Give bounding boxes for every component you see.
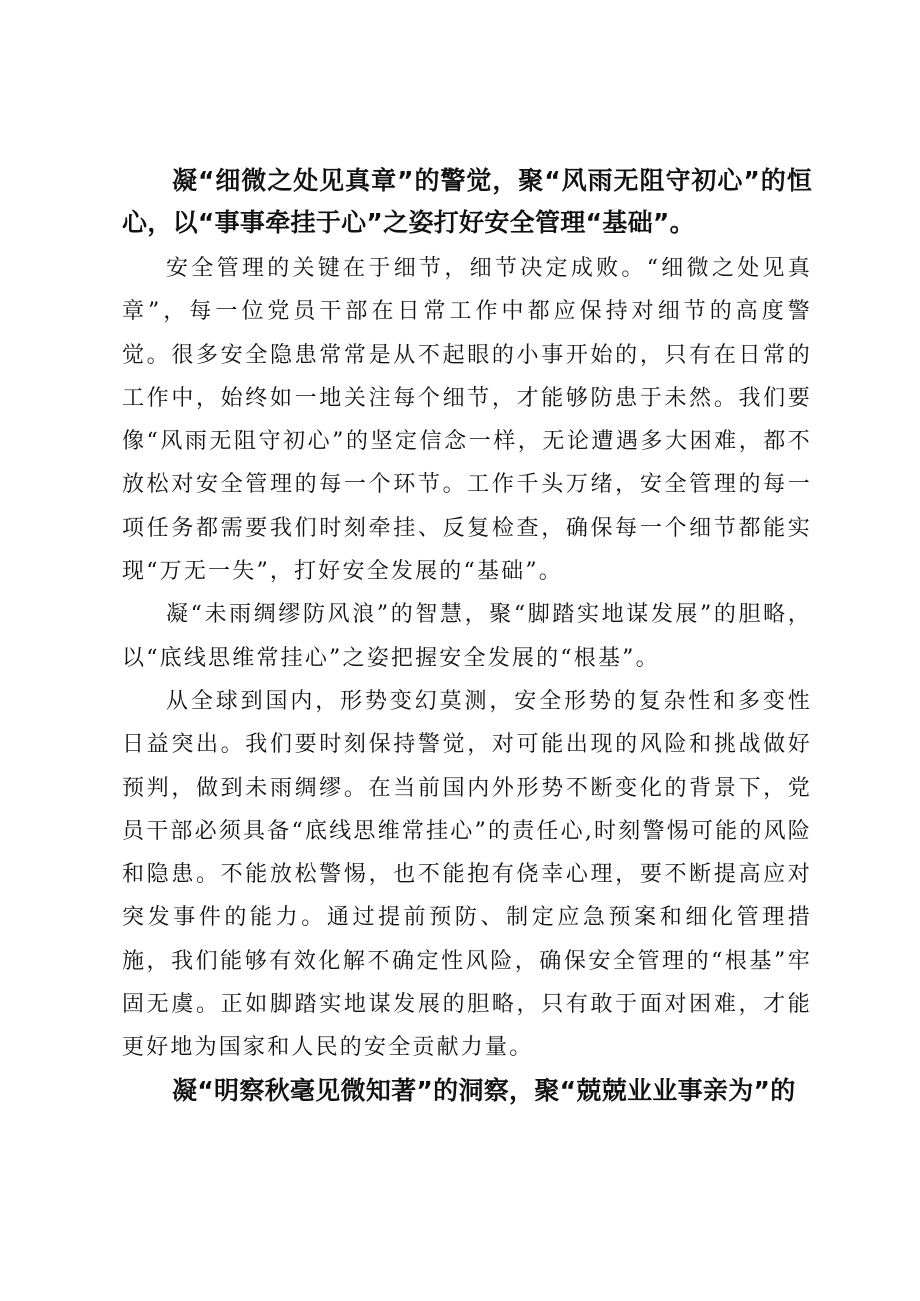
- subheading-paragraph-2: 凝“未雨绸缪防风浪”的智慧，聚“脚踏实地谋发展”的胆略，以“底线思维常挂心”之姿把握安全发展的“根基”。: [122, 602, 812, 671]
- section-heading-1: 凝“细微之处见真章”的警觉，聚“风雨无阻守初心”的恒心，以“事事牵挂于心”之姿打好安全管理“基础”。: [122, 166, 812, 237]
- body-paragraph-1: 安全管理的关键在于细节，细节决定成败。“细微之处见真章”，每一位党员干部在日常工作中都应保持对细节的高度警觉。很多安全隐患常常是从不起眼的小事开始的，只有在日常的工作中，始终如一地关注每个细节，才能够防患于未然。我们要像“风雨无阻守初心”的坚定信念一样，无论遭遇多大困难，都不放松对安全管理的每一个环节。工作千头万绪，安全管理的每一项任务都需要我们时刻牵挂、反复检查，确保每一个细节都能实现“万无一失”，打好安全发展的“基础”。: [122, 256, 812, 585]
- section-heading-3: 凝“明察秋毫见微知著”的洞察，聚“兢兢业业事亲为”的: [172, 1075, 796, 1105]
- document-body: [122, 160, 812, 1115]
- body-paragraph-2: 从全球到国内，形势变幻莫测，安全形势的复杂性和多变性日益突出。我们要时刻保持警觉，对可能出现的风险和挑战做好预判，做到未雨绸缪。在当前国内外形势不断变化的背景下，党员干部必须具备“底线思维常挂心”的责任心,时刻警惕可能的风险和隐患。不能放松警惕，也不能抱有侥幸心理，要不断提高应对突发事件的能力。通过提前预防、制定应急预案和细化管理措施，我们能够有效化解不确定性风险，确保安全管理的“根基”牢固无虞。正如脚踏实地谋发展的胆略，只有敢于面对困难，才能更好地为国家和人民的安全贡献力量。: [122, 688, 812, 1061]
